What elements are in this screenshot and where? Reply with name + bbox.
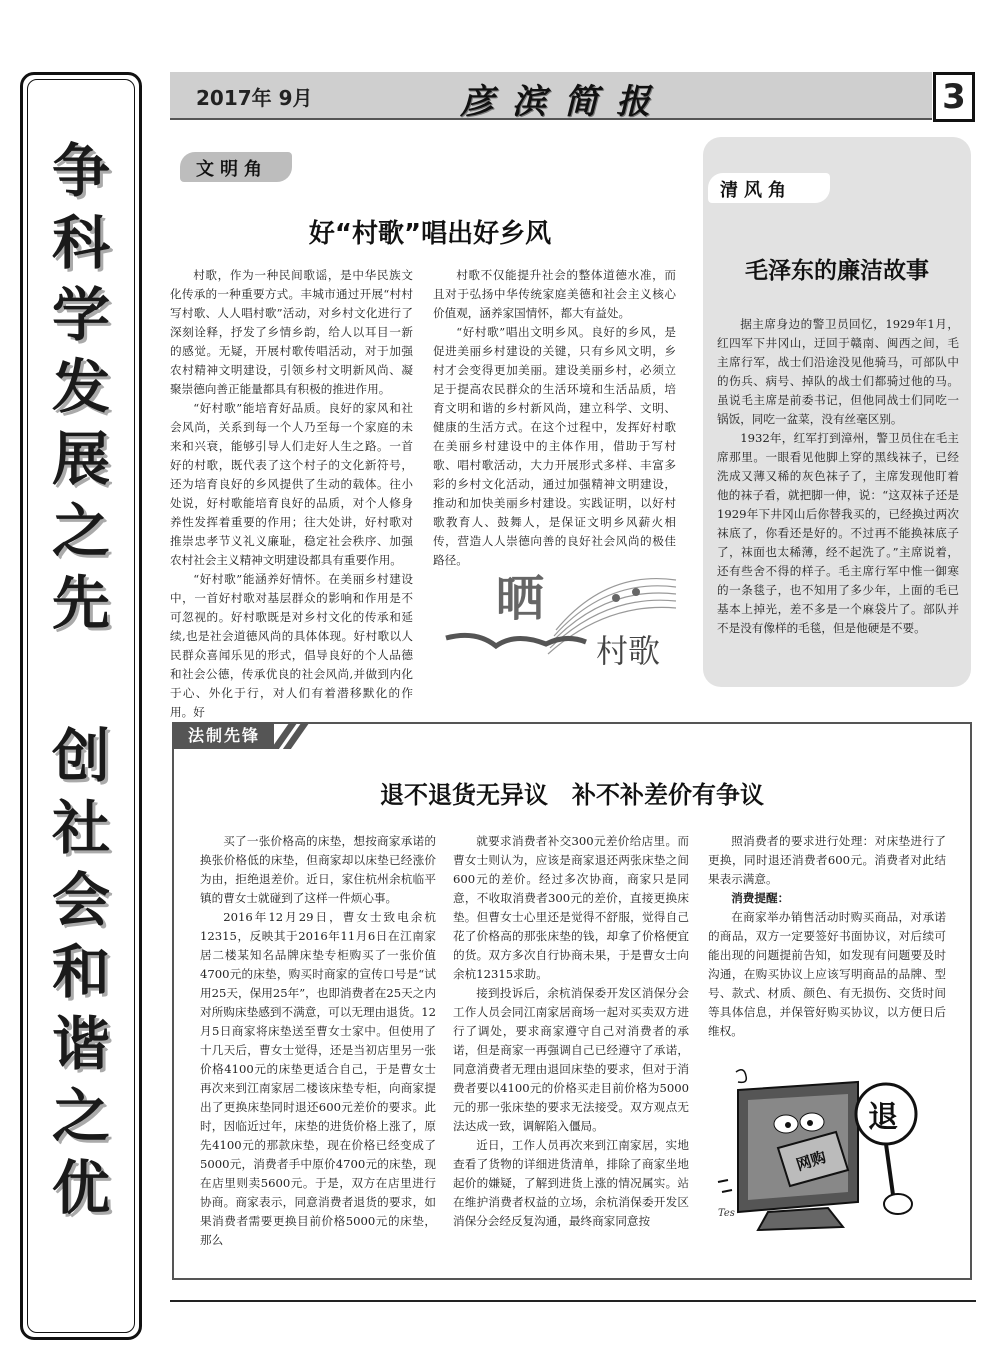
paragraph: “好村歌”唱出文明乡风。良好的乡风，是促进美丽乡村建设的关键，只有乡风文明，乡村才会变得更加美丽。建设美丽乡村，必须立足于提高农民群众的生活环境和生活品质，培育文明和谐的乡村新风尚，建立科学、文明、健康的生活方式。在这个过程中，发挥好村歌在美丽乡村建设中的主体作用，借助于写村歌、唱村歌活动，大力开展形式多样、丰富多彩的乡村文化活动，通过加强精神文明建设，推动和加快美丽乡村建设。实践证明，以好村歌教育人、鼓舞人，是保证文明乡风薪火相传，营造人人崇德向善的良好社会风尚的极佳路径。: [433, 325, 676, 567]
qingfeng-section-label: 清风角: [720, 180, 792, 201]
cartoon-signature: Tes: [718, 1208, 735, 1219]
slogan-char: 优: [51, 1154, 110, 1222]
paragraph: 接到投诉后，余杭消保委开发区消保分会工作人员会同江南家居商场一起对买卖双方进行了调处，要求商家遵守自己对消费者的承诺，但是商家一再强调自己已经遵守了承诺，同意消费者无理由退回床垫的要求，但对于消费者要以4100元的价格买走目前价格为5000元的那一张床垫的要求无法接受。双方观点无法达成一致，调解陷入僵局。: [453, 986, 689, 1133]
logo-text-cunge: 村歌: [596, 632, 661, 670]
paragraph: “好村歌”能培育好品质。良好的家风和社会风尚，关系到每一个人乃至每一个家庭的未来和兴衰，能够引导人们走好人生之路。一首好的村歌，既代表了这个村子的文化新符号，还为培育良好的乡风提供了生动的载体。往小处说，好村歌能培育良好的品质，对个人修身养性发挥着重要的作用；往大处讲，好村歌对推崇忠孝节义礼义廉耻，稳定社会秩序、加强农村社会主义精神文明建设都具有重要作用。: [170, 401, 413, 567]
logo-char-shai: 晒: [496, 571, 545, 627]
tip-title: 消费提醒：: [731, 891, 790, 905]
paper-name: 彦滨简报: [460, 82, 668, 122]
fazhi-column-3: [708, 832, 946, 1041]
cartoon-sign-text: 退: [868, 1100, 898, 1135]
fazhi-column-2: [453, 832, 689, 1231]
paragraph: 就要求消费者补交300元差价给店里。而曹女士则认为，应该是商家退还两张床垫之间600元的差价。经过多次协商，商家只是同意，不收取消费者300元的差价，直接更换床垫。但曹女士心里还是觉得不舒服，觉得自己花了价格高的那张床垫的钱，却拿了价格便宜的货。双方多次自行协商未果，于是曹女士向余杭12315求助。: [453, 834, 689, 981]
paragraph: 照消费者的要求进行处理：对床垫进行了更换，同时退还消费者600元。消费者对此结果表示满意。: [708, 834, 946, 886]
slogan-char: 会: [51, 866, 110, 934]
slogan-char: 发: [51, 353, 110, 421]
slogan-char: 之: [51, 1082, 110, 1150]
fazhi-section-label: 法制先锋: [174, 723, 274, 749]
paragraph: 买了一张价格高的床垫，想按商家承诺的换张价格低的床垫，但商家却以床垫已经涨价为由，拒绝退差价。近日，家住杭州余杭临平镇的曹女士就碰到了这样一件烦心事。: [200, 834, 436, 905]
fazhi-column-1: [200, 832, 436, 1250]
return-cartoon: [708, 1062, 946, 1242]
fazhi-headline: 退不退货无异议 补不补差价有争议: [380, 781, 764, 809]
slogan-char: 创: [51, 722, 110, 790]
slogan-char: 争: [51, 137, 110, 205]
tip-text: 在商家举办销售活动时购买商品，对承诺的商品，双方一定要签好书面协议，对后续可能出现的问题提前告知，如发现有问题要及时沟通，在购买协议上应该写明商品的品牌、型号、款式、材质、颜色、有无损伤、交货时间等具体信息，并保管好购买协议，以方便日后维权。: [708, 910, 946, 1038]
cunge-logo: [436, 560, 686, 680]
slogan-bottom: [23, 720, 139, 1224]
cartoon-illustration: [708, 1062, 946, 1242]
paragraph: 村歌不仅能提升社会的整体道德水准，而且对于弘扬中华传统家庭美德和社会主义核心价值观，涵养家国情怀，都大有益处。: [433, 268, 676, 320]
qingfeng-headline: 毛泽东的廉洁故事: [745, 258, 929, 284]
wenming-headline: 好“村歌”唱出好乡风: [308, 219, 552, 249]
paragraph: 2016年12月29日，曹女士致电余杭12315，反映其于2016年11月6日在江南家居二楼某知名品牌床垫专柜购买了一张价值4700元的床垫，购买时商家的宣传口号是“试用25天，保用25年”，也即消费者在25天之内对所购床垫感到不满意，可以无理由退货。12月5日商家将床垫送至曹女士家中。但使用了十几天后，曹女士觉得，还是当初店里另一张价格4100元的床垫更适合自己，于是曹女士再次来到江南家居二楼该床垫专柜，向商家提出了更换床垫同时退还600元差价的要求。此时，因临近过年，床垫的进货价格上涨了，原先4100元的那款床垫，现在价格已经变成了5000元，消费者手中原价4700元的床垫，现在店里则卖5600元。于是，双方在店里进行协商。商家表示，同意消费者退货的要求，如果消费者需要更换目前价格5000元的床垫，那么: [200, 910, 436, 1247]
qingfeng-body: [717, 315, 959, 638]
slogan-char: 之: [51, 497, 110, 565]
paragraph: 据主席身边的警卫员回忆，1929年1月，红四军下井冈山，迂回于赣南、闽西之间，毛主席行军，战士们沿途没见他骑马，可部队中的伤兵、病号、掉队的战士们都骑过他的马。虽说毛主席是前委书记，但他同战士们同吃一锅饭，同吃一盆菜，没有丝毫区别。: [717, 317, 959, 426]
paragraph: “好村歌”能涵养好情怀。在美丽乡村建设中，一首好村歌对基层群众的影响和作用是不可忽视的。好村歌既是对乡村文化的传承和延续,也是社会道德风尚的具体体现。好村歌以人民群众喜闻乐见的形式，倡导良好的个人品德和社会公德，传承优良的社会风尚,并做到内化于心、外化于行，对人们有着潜移默化的作用。好: [170, 572, 413, 719]
slogan-char: 先: [51, 569, 110, 637]
cartoon-box-text: 网购: [794, 1147, 829, 1175]
issue-date: 2017年 9月: [196, 86, 313, 110]
paragraph: 村歌，作为一种民间歌谣，是中华民族文化传承的一种重要方式。丰城市通过开展“村村写村歌、人人唱村歌”活动，对乡村文化进行了深刻诠释，抒发了乡情乡韵，给人以耳目一新的感觉。无疑，开展村歌传唱活动，对于加强农村精神文明建设，引领乡村文明新风尚、凝聚崇德向善正能量都具有积极的推进作用。: [170, 268, 413, 396]
paragraph: 近日，工作人员再次来到江南家居，实地查看了货物的详细进货清单，排除了商家坐地起价的嫌疑，了解到进货上涨的情况属实。站在维护消费者权益的立场，余杭消保委开发区消保分会经反复沟通，最终商家同意按: [453, 1138, 689, 1228]
slogan-char: 展: [51, 425, 110, 493]
wenming-column-1: [170, 266, 413, 722]
page-number: 3: [933, 72, 975, 122]
slogan-top: [23, 135, 139, 639]
slogan-char: 科: [51, 209, 110, 277]
slogan-char: 学: [51, 281, 110, 349]
slogan-char: 社: [51, 794, 110, 862]
paragraph: 1932年，红军打到漳州，警卫员住在毛主席那里。一眼看见他脚上穿的黑线袜子，已经洗成又薄又稀的灰色袜子了，主席发现他盯着他的袜子看，就把脚一伸，说：“这双袜子还是1929年下井冈山后你替我买的，已经换过两次袜底了，你看还是好的。不过再不能换袜底子了，袜面也太稀薄，经不起洗了。”主席说着，还有些舍不得的样子。毛主席行军中惟一御寒的一条毯子，也不知用了多少年，上面的毛已基本上掉光，差不多是一个麻袋片了。部队并不是没有像样的毛毯，但是他硬是不要。: [717, 431, 959, 635]
wenming-section-label: 文明角: [196, 159, 268, 180]
slogan-char: 谐: [51, 1010, 110, 1078]
slogan-char: 和: [51, 938, 110, 1006]
slogan-banner: [20, 72, 142, 1340]
wenming-column-2: [433, 266, 676, 570]
bottom-rule: [170, 1300, 976, 1302]
